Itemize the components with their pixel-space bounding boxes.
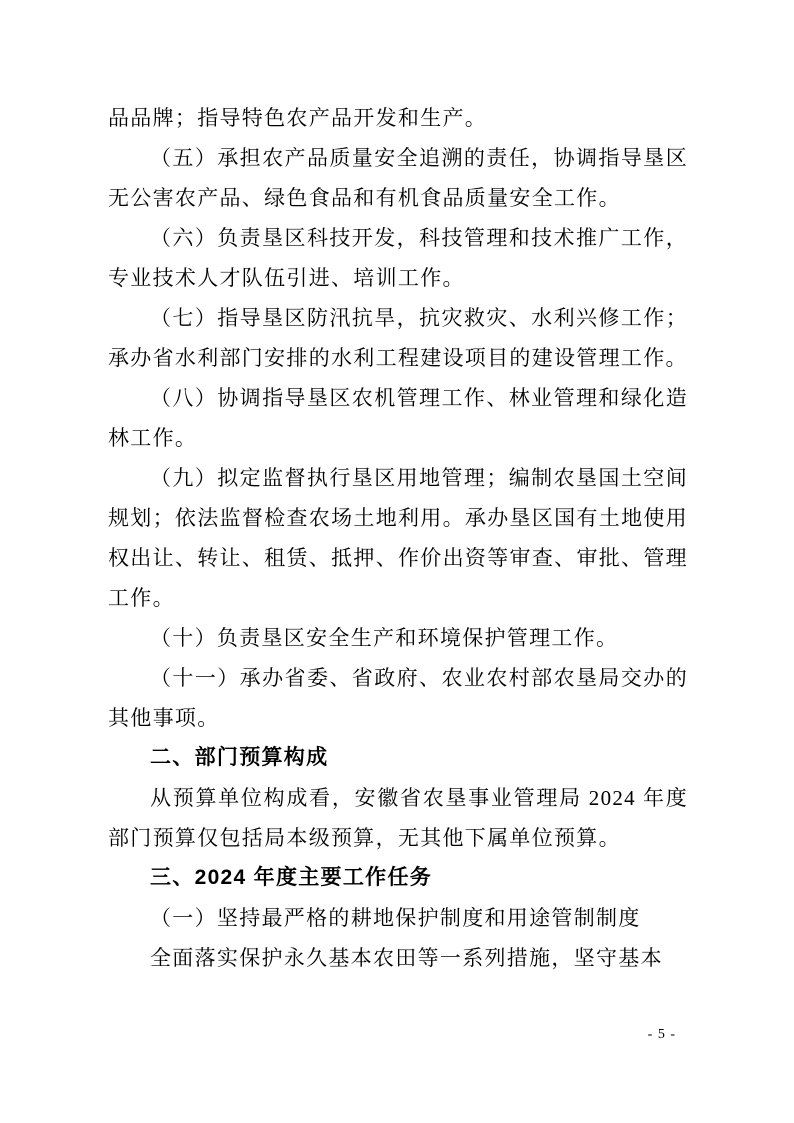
paragraph-item-7: （七）指导垦区防汛抗旱，抗灾救灾、水利兴修工作；承办省水利部门安排的水利工程建设项目的建设管理工作。 xyxy=(108,306,688,370)
paragraph-continuation: 品品牌；指导特色农产品开发和生产。 xyxy=(108,106,488,130)
document-body xyxy=(108,98,688,978)
section-heading-3: 三、2024 年度主要工作任务 xyxy=(150,866,433,889)
paragraph-budget-composition: 从预算单位构成看，安徽省农垦事业管理局 2024 年度部门预算仅包括局本级预算，无其他下属单位预算。 xyxy=(108,786,688,850)
paragraph-item-8: （八）协调指导垦区农机管理工作、林业管理和绿化造林工作。 xyxy=(108,386,688,450)
paragraph-item-9: （九）拟定监督执行垦区用地管理；编制农垦国土空间规划；依法监督检查农场土地利用。承办垦区国有土地使用权出让、转让、租赁、抵押、作价出资等审查、审批、管理工作。 xyxy=(108,466,688,610)
paragraph-item-6: （六）负责垦区科技开发，科技管理和技术推广工作，专业技术人才队伍引进、培训工作。 xyxy=(108,226,688,290)
page-number: - 5 - xyxy=(647,1027,676,1042)
section-heading-2: 二、部门预算构成 xyxy=(150,746,329,769)
paragraph-item-5: （五）承担农产品质量安全追溯的责任，协调指导垦区无公害农产品、绿色食品和有机食品质量安全工作。 xyxy=(108,146,688,210)
paragraph-item-10: （十）负责垦区安全生产和环境保护管理工作。 xyxy=(150,626,619,650)
paragraph-item-11: （十一）承办省委、省政府、农业农村部农垦局交办的其他事项。 xyxy=(108,666,688,730)
paragraph-task-1-body: 全面落实保护永久基本农田等一系列措施，坚守基本 xyxy=(150,946,663,970)
paragraph-task-1-title: （一）坚持最严格的耕地保护制度和用途管制制度 xyxy=(150,906,641,930)
